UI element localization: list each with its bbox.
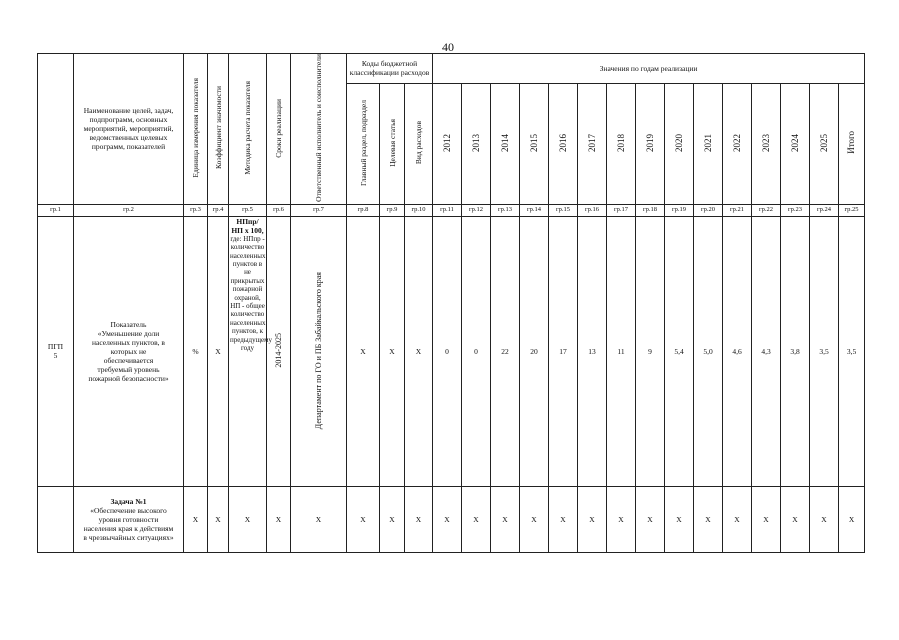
row-article: X bbox=[380, 486, 405, 552]
method-formula: НПпр/ НП х 100, bbox=[231, 216, 264, 235]
header-year: 2012 bbox=[433, 83, 462, 204]
column-number: гр.13 bbox=[491, 204, 520, 216]
row-responsible: Департамент по ГО и ПБ Забайкальского края bbox=[291, 216, 347, 486]
row-code bbox=[38, 486, 74, 552]
row-total: X bbox=[839, 486, 865, 552]
row-section: X bbox=[347, 486, 380, 552]
indicator-table bbox=[37, 53, 865, 553]
year-value: 11 bbox=[607, 216, 636, 486]
year-value: X bbox=[491, 486, 520, 552]
column-number: гр.14 bbox=[520, 204, 549, 216]
year-value: 4,6 bbox=[723, 216, 752, 486]
header-year: 2025 bbox=[810, 83, 839, 204]
header-code bbox=[38, 54, 74, 205]
header-year: 2023 bbox=[752, 83, 781, 204]
column-number: гр.16 bbox=[578, 204, 607, 216]
header-name: Наименование целей, задач, подпрограмм, основных мероприятий, мероприятий, ведомственных целевых программ, показателей bbox=[74, 54, 184, 205]
row-article: X bbox=[380, 216, 405, 486]
column-number: гр.2 bbox=[74, 204, 184, 216]
header-budget-article: Целевая статья bbox=[380, 83, 405, 204]
header-method: Методика расчета показателя bbox=[229, 54, 267, 205]
column-number: гр.5 bbox=[229, 204, 267, 216]
column-number: гр.23 bbox=[781, 204, 810, 216]
row-coef: X bbox=[208, 216, 229, 486]
year-value: 0 bbox=[433, 216, 462, 486]
task-text: «Обеспечение высокого уровня готовности населения края к действиям в чрезвычайных ситуациях» bbox=[83, 505, 174, 542]
row-name bbox=[74, 486, 184, 552]
column-number: гр.8 bbox=[347, 204, 380, 216]
year-value: X bbox=[636, 486, 665, 552]
row-unit: % bbox=[184, 216, 208, 486]
column-number: гр.7 bbox=[291, 204, 347, 216]
year-value: X bbox=[462, 486, 491, 552]
column-number: гр.22 bbox=[752, 204, 781, 216]
column-number: гр.25 bbox=[839, 204, 865, 216]
header-year: 2015 bbox=[520, 83, 549, 204]
header-total: Итого bbox=[839, 83, 865, 204]
year-value: 22 bbox=[491, 216, 520, 486]
column-number: гр.21 bbox=[723, 204, 752, 216]
year-value: 5,4 bbox=[665, 216, 694, 486]
year-value: X bbox=[433, 486, 462, 552]
year-value: X bbox=[549, 486, 578, 552]
header-year: 2019 bbox=[636, 83, 665, 204]
header-year: 2018 bbox=[607, 83, 636, 204]
year-value: 3,8 bbox=[781, 216, 810, 486]
header-unit: Единица измерения показателя bbox=[184, 54, 208, 205]
header-year: 2020 bbox=[665, 83, 694, 204]
column-number: гр.15 bbox=[549, 204, 578, 216]
year-value: X bbox=[578, 486, 607, 552]
header-years-group: Значения по годам реализации bbox=[433, 54, 865, 84]
column-number: гр.20 bbox=[694, 204, 723, 216]
row-name: Показатель «Уменьшение доли населенных пунктов, в которых не обеспечивается требуемый уровень пожарной безопасности» bbox=[74, 216, 184, 486]
row-code: ПГП 5 bbox=[38, 216, 74, 486]
year-value: X bbox=[723, 486, 752, 552]
column-number: гр.3 bbox=[184, 204, 208, 216]
year-value: X bbox=[607, 486, 636, 552]
header-year: 2024 bbox=[781, 83, 810, 204]
row-type: X bbox=[405, 486, 433, 552]
row-responsible: X bbox=[291, 486, 347, 552]
year-value: 4,3 bbox=[752, 216, 781, 486]
header-year: 2022 bbox=[723, 83, 752, 204]
column-number: гр.11 bbox=[433, 204, 462, 216]
row-total: 3,5 bbox=[839, 216, 865, 486]
year-value: X bbox=[520, 486, 549, 552]
table-row bbox=[38, 216, 865, 486]
year-value: 20 bbox=[520, 216, 549, 486]
row-section: X bbox=[347, 216, 380, 486]
year-value: X bbox=[752, 486, 781, 552]
column-number: гр.10 bbox=[405, 204, 433, 216]
header-year: 2014 bbox=[491, 83, 520, 204]
header-budget-type: Вид расходов bbox=[405, 83, 433, 204]
row-period: 2014-2025 bbox=[267, 216, 291, 486]
column-number: гр.18 bbox=[636, 204, 665, 216]
row-period: X bbox=[267, 486, 291, 552]
year-value: 9 bbox=[636, 216, 665, 486]
row-unit: X bbox=[184, 486, 208, 552]
column-number: гр.19 bbox=[665, 204, 694, 216]
column-number: гр.17 bbox=[607, 204, 636, 216]
year-value: 5,0 bbox=[694, 216, 723, 486]
column-number: гр.6 bbox=[267, 204, 291, 216]
header-budget-section: Главный раздел, подраздел bbox=[347, 83, 380, 204]
column-number: гр.9 bbox=[380, 204, 405, 216]
year-value: 13 bbox=[578, 216, 607, 486]
year-value: X bbox=[694, 486, 723, 552]
column-number: гр.1 bbox=[38, 204, 74, 216]
year-value: 3,5 bbox=[810, 216, 839, 486]
header-year: 2013 bbox=[462, 83, 491, 204]
header-year: 2021 bbox=[694, 83, 723, 204]
method-text: где: НПпр - количество населенных пунктов в не прикрытых пожарной охраной, НП - общее количество населенных пунктов, к предыдущему году bbox=[230, 234, 273, 352]
header-year: 2017 bbox=[578, 83, 607, 204]
page-number: 40 bbox=[442, 40, 454, 54]
year-value: 0 bbox=[462, 216, 491, 486]
table-row bbox=[38, 486, 865, 552]
column-number: гр.4 bbox=[208, 204, 229, 216]
row-method bbox=[229, 216, 273, 486]
header-year: 2016 bbox=[549, 83, 578, 204]
row-type: X bbox=[405, 216, 433, 486]
year-value: 17 bbox=[549, 216, 578, 486]
column-number: гр.24 bbox=[810, 204, 839, 216]
row-method: X bbox=[229, 486, 267, 552]
header-budget-group: Коды бюджетной классификации расходов bbox=[347, 54, 433, 84]
year-value: X bbox=[810, 486, 839, 552]
header-responsible: Ответственный исполнитель и соисполнители bbox=[291, 54, 347, 205]
row-coef: X bbox=[208, 486, 229, 552]
header-coef: Коэффициент значимости bbox=[208, 54, 229, 205]
year-value: X bbox=[781, 486, 810, 552]
task-title: Задача №1 bbox=[110, 496, 147, 506]
year-value: X bbox=[665, 486, 694, 552]
header-period: Сроки реализации bbox=[267, 54, 291, 205]
column-number: гр.12 bbox=[462, 204, 491, 216]
column-number-row bbox=[38, 204, 865, 216]
